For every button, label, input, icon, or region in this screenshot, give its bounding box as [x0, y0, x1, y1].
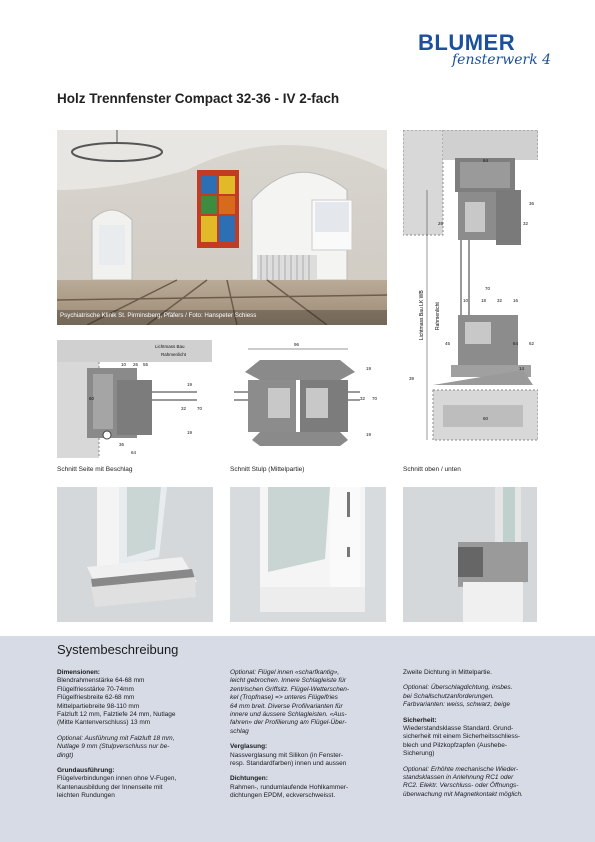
col3-line: Zweite Dichtung in Mittelpartie.	[403, 669, 492, 676]
optional-line: standsklassen in Anlehnung RC1 oder	[403, 774, 514, 782]
sicherheit-line: Wiederstandsklasse Standard. Grund-	[403, 725, 514, 733]
optional-line: 64 mm breit. Diverse Profilvarianten für	[230, 702, 343, 710]
product-photo-2	[230, 487, 386, 622]
label-rahmenlicht: Rahmenlicht	[161, 352, 187, 357]
dim-label: 14	[519, 366, 525, 371]
dim-label: 60	[483, 416, 489, 421]
brand-subtitle: fensterwerk 4	[452, 52, 552, 68]
dimensions-heading: Dimensionen:	[57, 669, 100, 676]
dim-label: 32	[181, 406, 187, 411]
dichtungen-line: Rahmen-, rundumlaufende Hohlkammer-	[230, 783, 349, 791]
label-lichtmass-bau: Lichtmass Bau	[155, 344, 185, 349]
sicherheit-line: sicherheit mit einem Sicherheitsschliess-	[403, 733, 521, 741]
optional-line: leicht gebrochen. Innere Schlagleiste für	[230, 677, 346, 685]
grundausfuehrung-heading: Grundausführung:	[57, 767, 115, 775]
grund-line: leichten Rundungen	[57, 792, 115, 800]
dim-label: 26	[133, 362, 139, 367]
optional-line: schlag	[230, 727, 249, 735]
description-col-2	[230, 669, 390, 801]
dim-label: 32	[523, 221, 529, 226]
dim-label: 70	[197, 406, 203, 411]
verglasung-line: Nassverglasung mit Silikon (in Fenster-	[230, 751, 344, 759]
optional-line: Farbvarianten: weiss, schwarz, beige	[403, 701, 510, 709]
optional-line: bei Schallschutzanforderungen.	[403, 692, 495, 700]
dim-label: 36	[529, 201, 535, 206]
dim-label: 70	[372, 396, 378, 401]
description-col-1	[57, 669, 217, 801]
sicherheit-heading: Sicherheit:	[403, 716, 437, 724]
description-col-3	[403, 669, 573, 799]
caption-side: Schnitt Seite mit Beschlag	[57, 466, 133, 473]
dim-label: 60	[89, 396, 95, 401]
dim-label: 16	[513, 298, 519, 303]
caption-stulp: Schnitt Stulp (Mittelpartie)	[230, 466, 305, 473]
dimension-line: Flügelfriesstärke 70-74mm	[57, 685, 134, 693]
dimension-line: Mittelpartiebreite 98-110 mm	[57, 702, 140, 710]
dim-label: 55	[143, 362, 149, 367]
dim-label: 64	[483, 158, 489, 163]
optional-line: RC2. Elektr. Verschluss- oder Öffnungs-	[403, 782, 519, 790]
dim-label: 18	[481, 298, 487, 303]
dimension-line: Blendrahmenstärke 64-68 mm	[57, 677, 145, 685]
product-photo-3	[403, 487, 537, 622]
optional-line: überwachung mit Magnetkontakt möglich.	[403, 790, 523, 798]
drawing-side	[57, 340, 212, 458]
dim-label: 96	[294, 342, 300, 347]
interior-photo	[57, 130, 387, 325]
dim-label: 64	[513, 341, 519, 346]
optional-line: Optional: Überschlagdichtung, insbes.	[403, 684, 513, 692]
verglasung-heading: Verglasung:	[230, 743, 268, 751]
label-lichtmass-bau-lk-wb: Lichtmass Bau LK WB	[419, 290, 425, 340]
description-heading: Systembeschreibung	[57, 642, 179, 657]
caption-top-bottom: Schnitt oben / unten	[403, 466, 461, 473]
optional-line: kel (Tropfnase) => unteres Flügelfries	[230, 694, 338, 702]
dim-label: 19	[366, 432, 372, 437]
page-title: Holz Trennfenster Compact 32-36 - IV 2-fach	[57, 91, 340, 106]
verglasung-line: resp. Standardfarben) innen und aussen	[230, 760, 347, 768]
sicherheit-line: blech und Pilzkopfzapfen (Aushebe-	[403, 741, 508, 749]
optional-line: dingt)	[57, 751, 74, 759]
brand-logo: BLUMER	[418, 30, 516, 55]
dim-label: 32	[497, 298, 503, 303]
dim-label: 45	[445, 341, 451, 346]
dim-label: 62	[529, 341, 535, 346]
dim-label: 70	[485, 286, 491, 291]
grund-line: Flügelverbindungen innen ohne V-Fugen,	[57, 775, 177, 783]
dim-label: 39	[409, 376, 415, 381]
dimension-line: Flügelfriesbreite 62-68 mm	[57, 694, 135, 702]
dichtungen-heading: Dichtungen:	[230, 775, 268, 783]
dim-label: 10	[463, 298, 469, 303]
dim-label: 19	[366, 366, 372, 371]
optional-line: Optional: Flügel innen «scharfkantig»,	[230, 669, 340, 676]
label-rahmenlicht: Rahmenlicht	[435, 302, 441, 330]
dim-label: 32	[360, 396, 366, 401]
optional-line: Optional: Erhöhte mechanische Wieder-	[403, 765, 519, 773]
dichtungen-line: dichtungen EPDM, eckverschweisst.	[230, 792, 336, 800]
photo-caption: Psychiatrische Klinik St. Pirminsberg, Pfäfers / Foto: Hanspeter Schiess	[60, 312, 257, 319]
optional-line: fahren» der Profilierung am Flügel-Über-	[230, 719, 347, 727]
optional-line: innere und äussere Schlagleisten. «Aus-	[230, 711, 347, 719]
optional-line: Nutlage 9 mm (Stulpverschluss nur be-	[57, 743, 170, 751]
optional-line: Optional: Ausführung mit Falzluft 18 mm,	[57, 734, 175, 742]
optional-line: zentrischen Griffsitz. Flügel-Wetterschen-	[230, 685, 350, 693]
dim-label: 26	[438, 221, 444, 226]
dimension-line: Falzluft 12 mm, Falztiefe 24 mm, Nutlage	[57, 711, 176, 719]
dim-label: 64	[131, 450, 137, 455]
dim-label: 19	[187, 430, 193, 435]
drawing-top-bottom	[403, 130, 538, 458]
dim-label: 10	[121, 362, 127, 367]
product-photo-1	[57, 487, 213, 622]
dim-label: 19	[187, 382, 193, 387]
sicherheit-line: Sicherung)	[403, 750, 435, 758]
dim-label: 36	[119, 442, 125, 447]
dimension-line: (Mitte Kantenverschluss) 13 mm	[57, 719, 151, 727]
drawing-stulp	[230, 340, 385, 458]
grund-line: Kantenausbildung der Innenseite mit	[57, 783, 163, 791]
